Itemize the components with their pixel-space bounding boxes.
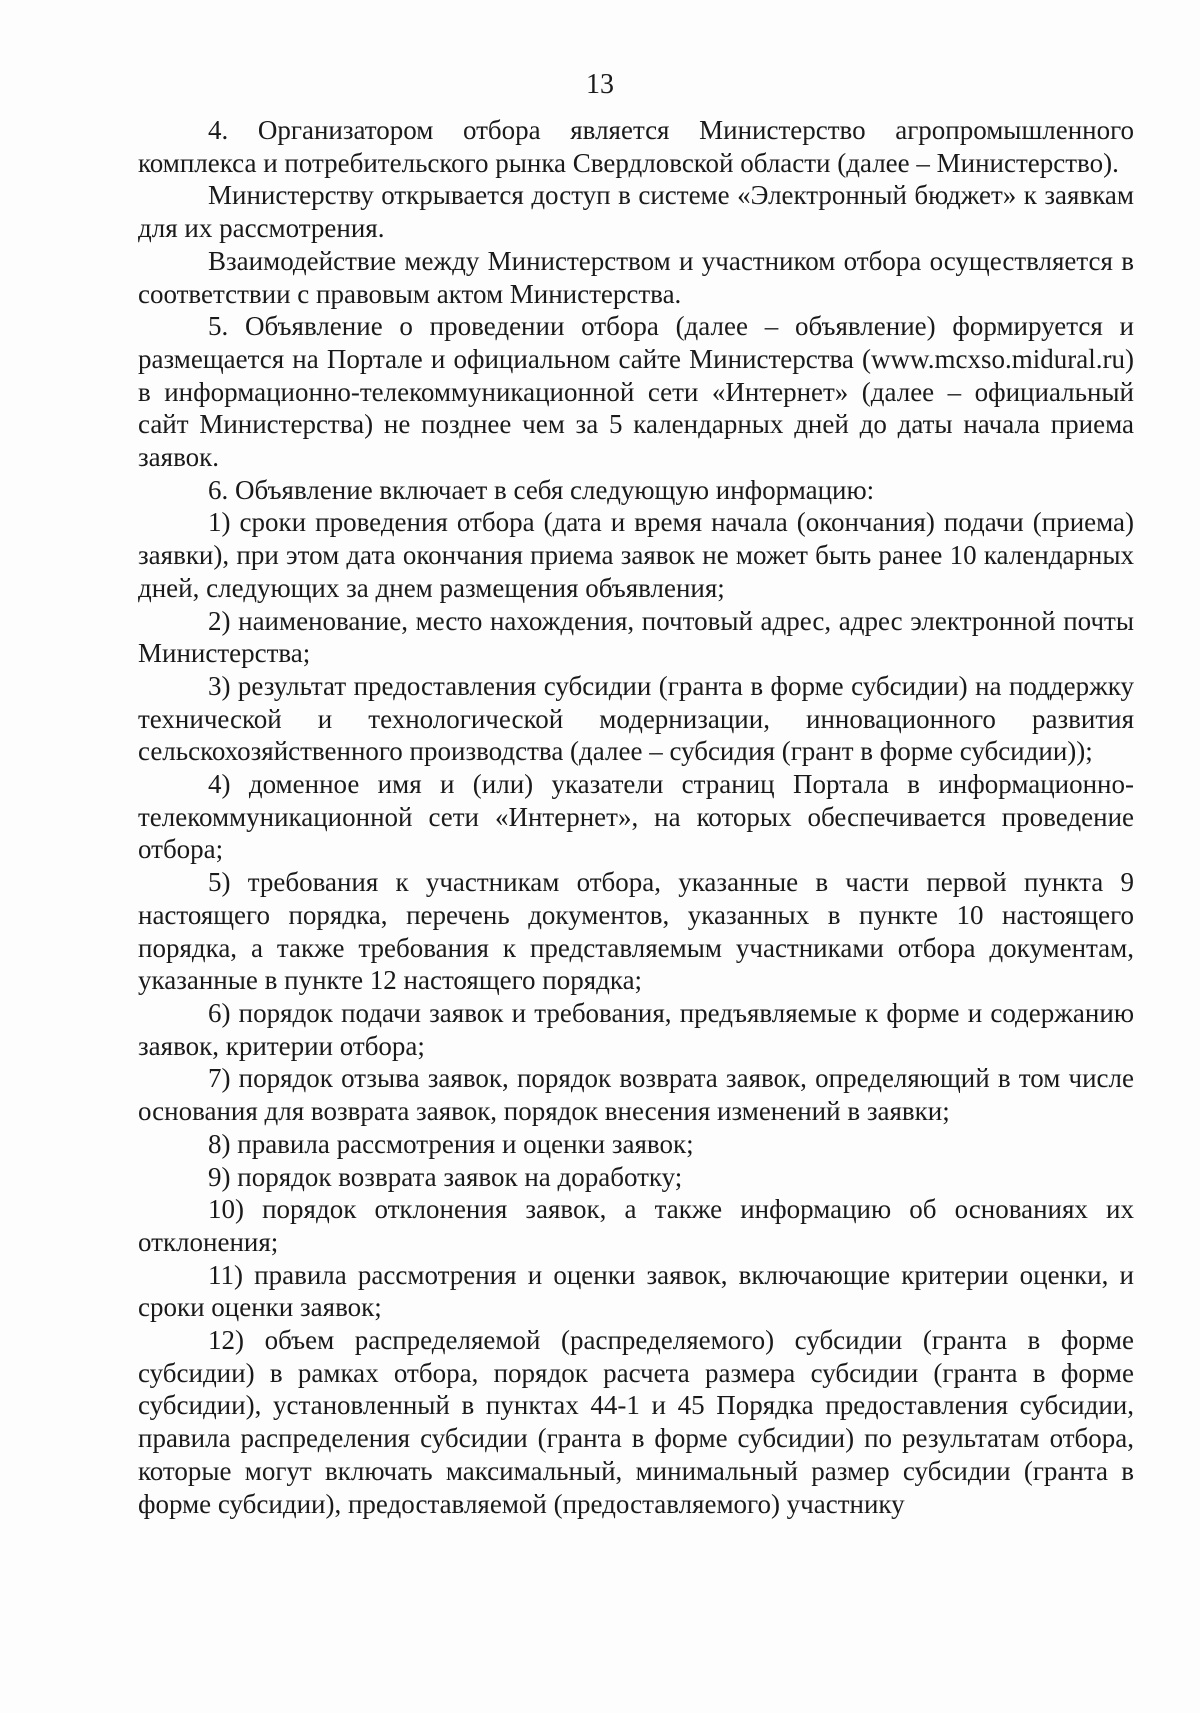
page-number: 13 <box>586 69 614 100</box>
paragraph-announcement: 5. Объявление о проведении отбора (далее – объявление) формируется и размещается на Портале и официальном сайте Министерства (www.mcxso.midural.ru) в информационно-телекоммуникационной сети «Интернет» (далее – официальный сайт Министерства) не позднее чем за 5 календарных дней до даты начала приема заявок. <box>138 311 1134 473</box>
list-item-9: 9) порядок возврата заявок на доработку; <box>208 1161 683 1192</box>
list-item-7: 7) порядок отзыва заявок, порядок возврата заявок, определяющий в том числе основания для возврата заявок, порядок внесения изменений в заявки; <box>138 1063 1134 1127</box>
paragraph-announcement-contents: 6. Объявление включает в себя следующую информацию: <box>208 474 875 505</box>
paragraph-organizer: 4. Организатором отбора является Министерство агропромышленного комплекса и потребительского рынка Свердловской области (далее – Министерство). <box>138 115 1134 178</box>
list-item-1: 1) сроки проведения отбора (дата и время начала (окончания) подачи (приема) заявки), при этом дата окончания приема заявок не может быть ранее 10 календарных дней, следующих за днем размещения объявления; <box>138 507 1134 603</box>
list-item-3: 3) результат предоставления субсидии (гранта в форме субсидии) на поддержку технической и технологической модернизации, инновационного развития сельскохозяйственного производства (далее – субсидия (грант в форме субсидии)); <box>138 670 1134 767</box>
list-item-11: 11) правила рассмотрения и оценки заявок, включающие критерии оценки, и сроки оценки заявок; <box>138 1259 1134 1323</box>
list-item-5: 5) требования к участникам отбора, указанные в части первой пункта 9 настоящего порядка, перечень документов, указанных в пункте 10 настоящего порядка, а также требования к представляемым участниками отбора документам, указанные в пункте 12 настоящего порядка; <box>138 867 1134 996</box>
list-item-8: 8) правила рассмотрения и оценки заявок; <box>208 1128 694 1159</box>
document-body <box>138 114 1134 1520</box>
paragraph-interaction: Взаимодействие между Министерством и участником отбора осуществляется в соответствии с правовым актом Министерства. <box>138 245 1134 309</box>
list-item-2: 2) наименование, место нахождения, почтовый адрес, адрес электронной почты Министерства; <box>138 605 1134 669</box>
paragraph-access: Министерству открывается доступ в системе «Электронный бюджет» к заявкам для их рассмотрения. <box>138 180 1134 244</box>
list-item-4: 4) доменное имя и (или) указатели страниц Портала в информационно-телекоммуникационной сети «Интернет», на которых обеспечивается проведение отбора; <box>138 769 1134 865</box>
list-item-10: 10) порядок отклонения заявок, а также информацию об основаниях их отклонения; <box>138 1194 1134 1257</box>
list-item-6: 6) порядок подачи заявок и требования, предъявляемые к форме и содержанию заявок, критерии отбора; <box>138 997 1134 1061</box>
list-item-12: 12) объем распределяемой (распределяемого) субсидии (гранта в форме субсидии) в рамках отбора, порядок расчета размера субсидии (гранта в форме субсидии), установленный в пунктах 44-1 и 45 Порядка предоставления субсидии, правила распределения субсидии (гранта в форме субсидии) по результатам отбора, которые могут включать максимальный, минимальный размер субсидии (гранта в форме субсидии), предоставляемой (предоставляемого) участнику <box>138 1325 1134 1519</box>
